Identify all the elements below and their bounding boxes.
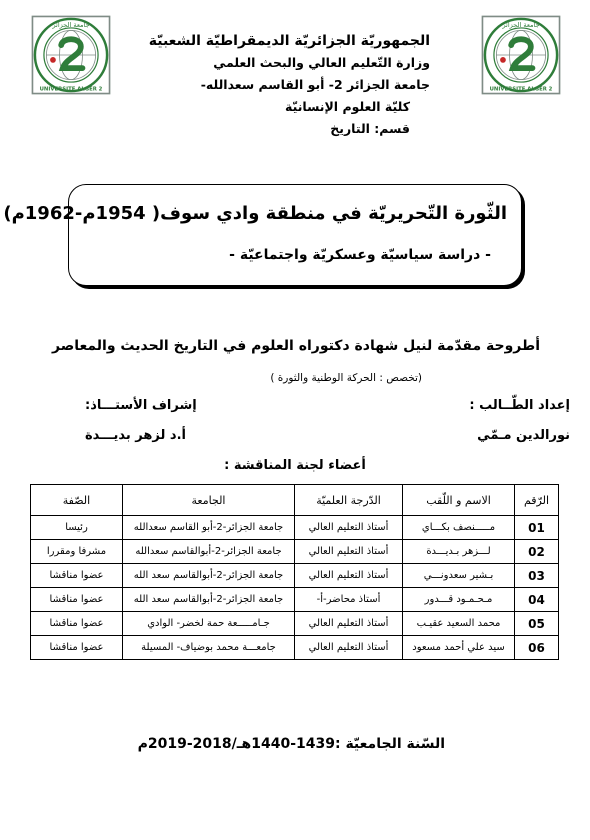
member-rank: أستاذ التعليم العالي: [295, 564, 403, 588]
member-university: جـامـــــعة حمة لخضر- الوادي: [123, 612, 295, 636]
member-rank: أستاذ التعليم العالي: [295, 612, 403, 636]
table-row: [31, 516, 559, 540]
faculty-name: كليّة العلوم الإنسانيّة: [285, 99, 410, 114]
member-rank: أستاذ التعليم العالي: [295, 516, 403, 540]
logo-left-arabic-text: جامعة الجزائر: [52, 21, 90, 30]
member-name: لـــزهر بـديـــدة: [403, 540, 515, 564]
supervisor-name: أ.د لزهر بديـــدة: [85, 428, 186, 443]
institution-header: [150, 30, 430, 140]
academic-year: السّنة الجامعيّة :1439-1440هـ/2018-2019م: [137, 736, 445, 752]
member-name: بـشير سعدونـــي: [403, 564, 515, 588]
member-university: جامعة الجزائر-2-أبوالقاسم سعد الله: [123, 564, 295, 588]
member-role: عضوا مناقشا: [31, 636, 123, 660]
ministry-name: وزارة التّعليم العالي والبحث العلمي: [213, 55, 430, 70]
member-role: عضوا مناقشا: [31, 588, 123, 612]
table-row: [31, 588, 559, 612]
university-logo-left: [30, 14, 112, 96]
member-name: سيد علي أحمد مسعود: [403, 636, 515, 660]
committee-table: [30, 484, 559, 660]
member-number: 03: [515, 564, 559, 588]
thesis-title: الثّورة التّحريريّة في منطقة وادي سوف( 1954م-1962م): [3, 203, 507, 224]
member-university: جامعة الجزائر-2-أبوالقاسم سعد الله: [123, 588, 295, 612]
department-name: قسم: التاريخ: [330, 121, 410, 136]
logo-right-latin-text: UNIVERSITE ALGER 2: [489, 86, 553, 93]
member-number: 05: [515, 612, 559, 636]
header-number: الرّقم: [515, 485, 559, 516]
table-header-row: [31, 485, 559, 516]
committee-title: أعضاء لجنة المناقشة :: [224, 458, 366, 473]
thesis-subtitle: - دراسة سياسيّة وعسكريّة واجتماعيّة -: [229, 247, 491, 263]
university-logo-right: [480, 14, 562, 96]
university-name: جامعة الجزائر 2- أبو القاسم سعدالله-: [200, 77, 430, 92]
member-name: مـــــنصف بكـــاي: [403, 516, 515, 540]
member-university: جامعـــة محمد بوضياف- المسيلة: [123, 636, 295, 660]
table-row: [31, 540, 559, 564]
member-university: جامعة الجزائر-2-أبوالقاسم سعدالله: [123, 540, 295, 564]
logo-left-latin-text: UNIVERSITE ALGER 2: [39, 86, 103, 93]
member-name: مـحـمـود قـــدور: [403, 588, 515, 612]
member-number: 04: [515, 588, 559, 612]
member-number: 06: [515, 636, 559, 660]
prepared-by-label: إعداد الطّــالب :: [469, 398, 570, 413]
member-role: عضوا مناقشا: [31, 564, 123, 588]
member-rank: أستاذ التعليم العالي: [295, 540, 403, 564]
header-role: الصّفة: [31, 485, 123, 516]
member-role: عضوا مناقشا: [31, 612, 123, 636]
title-box: [3, 184, 522, 286]
member-name: محمد السعيد عقيـب: [403, 612, 515, 636]
student-name: نورالدين مـمّي: [477, 428, 570, 443]
member-role: مشرفا ومقررا: [31, 540, 123, 564]
member-university: جامعة الجزائر-2-أبو القاسم سعدالله: [123, 516, 295, 540]
member-rank: أستاذ محاضر-أ-: [295, 588, 403, 612]
table-row: [31, 564, 559, 588]
supervision-label: إشراف الأستـــاذ:: [85, 398, 197, 413]
header-name: الاسم و اللّقب: [403, 485, 515, 516]
republic-name: الجمهوريّة الجزائريّة الديمقراطيّة الشعبيّة: [148, 33, 430, 49]
logo-right-arabic-text: جامعة الجزائر: [502, 21, 540, 30]
member-role: رئيسا: [31, 516, 123, 540]
table-row: [31, 612, 559, 636]
table-row: [31, 636, 559, 660]
member-number: 02: [515, 540, 559, 564]
member-number: 01: [515, 516, 559, 540]
thesis-description: أطروحة مقدّمة لنيل شهادة دكتوراه العلوم في التاريخ الحديث والمعاصر: [52, 338, 540, 354]
header-university: الجامعة: [123, 485, 295, 516]
member-rank: أستاذ التعليم العالي: [295, 636, 403, 660]
specialty: (تخصص : الحركة الوطنية والثورة ): [270, 372, 422, 384]
header-rank: الدّرجة العلميّة: [295, 485, 403, 516]
